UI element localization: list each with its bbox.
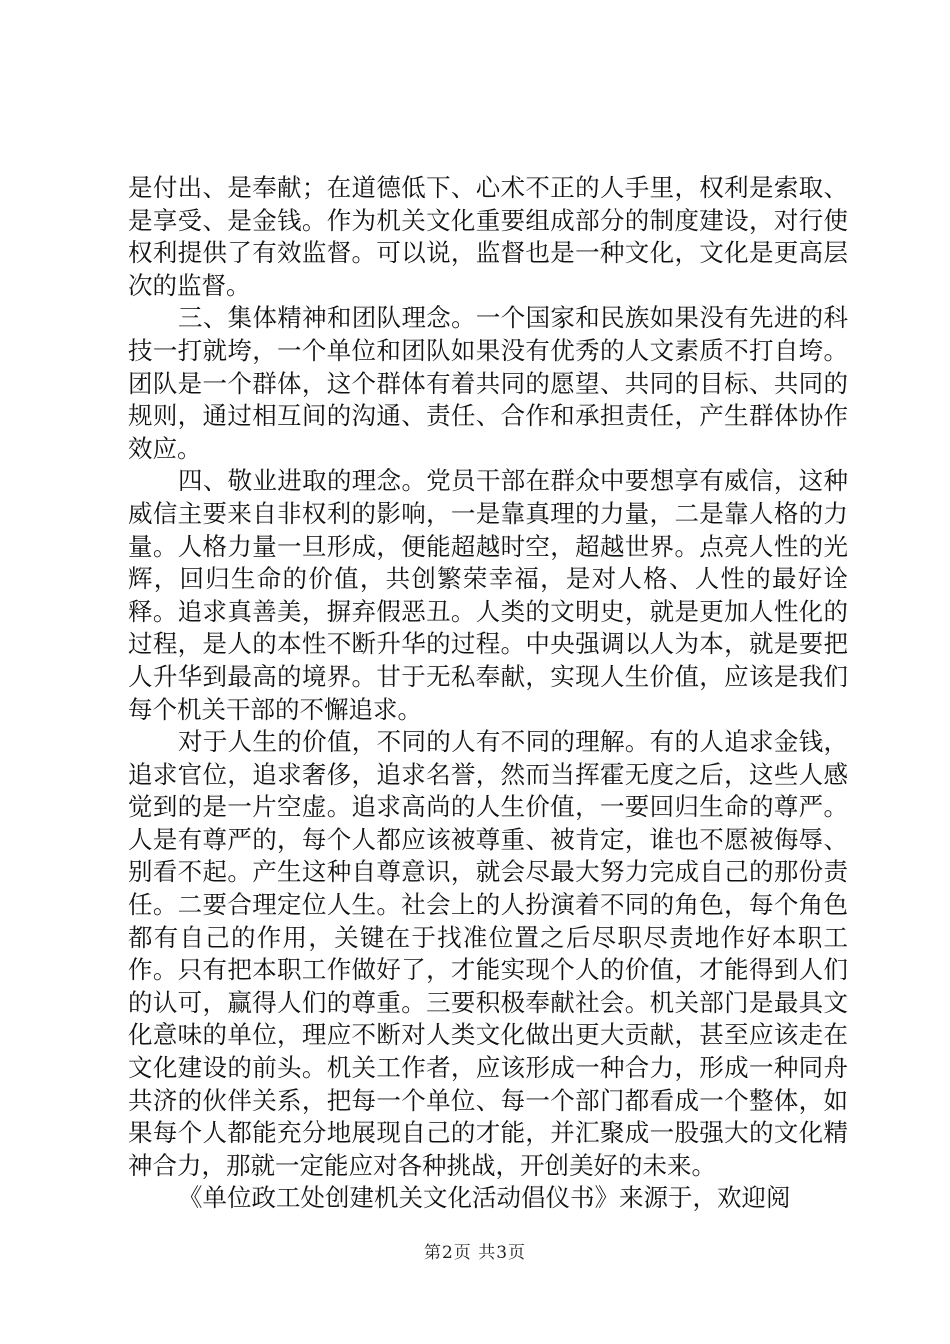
page-footer: 第2页 共3页 [423, 1243, 527, 1263]
paragraph-collective-spirit: 三、集体精神和团队理念。一个国家和民族如果没有先进的科技一打就垮，一个单位和团队如果没有优秀的人文素质不打自垮。团队是一个群体，这个群体有着共同的愿望、共同的目标、共同的规则，通过相互间的沟通、责任、合作和承担责任，产生群体协作效应。 [128, 303, 848, 463]
paragraph-continuation: 是付出、是奉献；在道德低下、心术不正的人手里，权利是索取、是享受、是金钱。作为机关文化重要组成部分的制度建设，对行使权利提供了有效监督。可以说，监督也是一种文化，文化是更高层次的监督。 [128, 173, 848, 300]
paragraph-source-note: 《单位政工处创建机关文化活动倡仪书》来源于，欢迎阅 [178, 1183, 791, 1213]
body-text [128, 172, 848, 1215]
paragraph-life-value: 对于人生的价值，不同的人有不同的理解。有的人追求金钱，追求官位，追求奢侈，追求名誉，然而当挥霍无度之后，这些人感觉到的是一片空虚。追求高尚的人生价值，一要回归生命的尊严。人是有尊严的，每个人都应该被尊重、被肯定，谁也不愿被侮辱、别看不起。产生这种自尊意识，就会尽最大努力完成自己的那份责任。二要合理定位人生。社会上的人扮演着不同的角色，每个角色都有自己的作用，关键在于找准位置之后尽职尽责地作好本职工作。只有把本职工作做好了，才能实现个人的价值，才能得到人们的认可，赢得人们的尊重。三要积极奉献社会。机关部门是最具文化意味的单位，理应不断对人类文化做出更大贡献，甚至应该走在文化建设的前头。机关工作者，应该形成一种合力，形成一种同舟共济的伙伴关系，把每一个单位、每一个部门都看成一个整体，如果每个人都能充分地展现自己的才能，并汇聚成一股强大的文化精神合力，那就一定能应对各种挑战，开创美好的未来。 [128, 727, 848, 1180]
paragraph-dedication: 四、敬业进取的理念。党员干部在群众中要想享有威信，这种威信主要来自非权利的影响，一是靠真理的力量，二是靠人格的力量。人格力量一旦形成，便能超越时空，超越世界。点亮人性的光辉，回归生命的价值，共创繁荣幸福，是对人格、人性的最好诠释。追求真善美，摒弃假恶丑。人类的文明史，就是更加人性化的过程，是人的本性不断升华的过程。中央强调以人为本，就是要把人升华到最高的境界。甘于无私奉献，实现人生价值，应该是我们每个机关干部的不懈追求。 [128, 466, 848, 724]
